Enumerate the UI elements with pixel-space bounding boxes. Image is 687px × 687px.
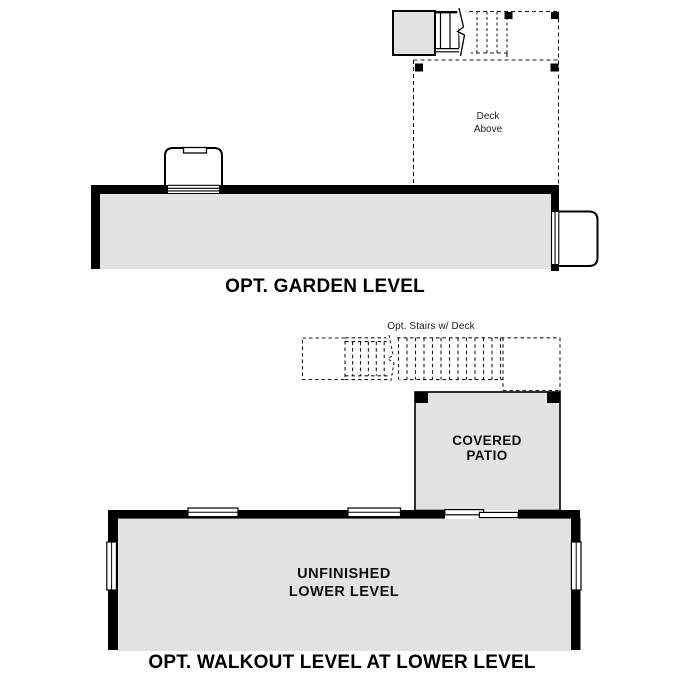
sliding-door-panel-2 [479, 512, 518, 517]
patio-post-left [415, 392, 428, 403]
covered-patio-label-line2: PATIO [466, 447, 508, 463]
lower-top-window-2 [348, 508, 401, 517]
garden-right-wall-post [551, 264, 559, 271]
deck-above-line1: Deck [476, 111, 500, 122]
patio-post-right [547, 392, 560, 403]
deck-above-line2: Above [473, 124, 503, 135]
covered-patio-label [452, 434, 522, 463]
garden-window-well-right [559, 212, 598, 267]
room-label-line1: UNFINISHED [297, 566, 391, 582]
garden-stairs [393, 8, 471, 56]
opt-stairs-dashed [303, 338, 561, 380]
room-label-line2: LOWER LEVEL [288, 584, 400, 600]
opt-stairs-break-mask [386, 334, 400, 384]
unfinished-lower-level-label [289, 565, 399, 601]
walkout-level-title: OPT. WALKOUT LEVEL AT LOWER LEVEL [148, 652, 536, 673]
covered-patio-label-line1: COVERED [452, 433, 522, 448]
opt-stairs-note: Opt. Stairs w/ Deck [387, 321, 475, 332]
deck-stair-treads-dashed [467, 12, 507, 54]
sliding-door-panel-1 [445, 510, 484, 515]
garden-top-window [168, 185, 219, 194]
garden-right-wall-upper [551, 194, 559, 212]
walkout-level-plan [107, 334, 581, 651]
lower-top-window-1 [188, 508, 238, 517]
garden-window-well-top [165, 148, 222, 186]
lower-left-window [107, 542, 117, 590]
lower-right-window [571, 542, 581, 590]
garden-top-wall [91, 185, 559, 194]
garden-floor-area [100, 194, 551, 269]
opt-stairs-upper-treads [399, 338, 561, 392]
garden-left-wall [91, 194, 100, 269]
garden-level-title: OPT. GARDEN LEVEL [225, 276, 425, 297]
opt-stairs-landing [303, 338, 346, 380]
sliding-door [445, 510, 518, 519]
deck-above-note [474, 110, 502, 136]
window-well-step [184, 148, 207, 154]
garden-level-plan [91, 8, 598, 271]
garden-right-window [551, 212, 560, 264]
stair-landing [393, 11, 435, 55]
